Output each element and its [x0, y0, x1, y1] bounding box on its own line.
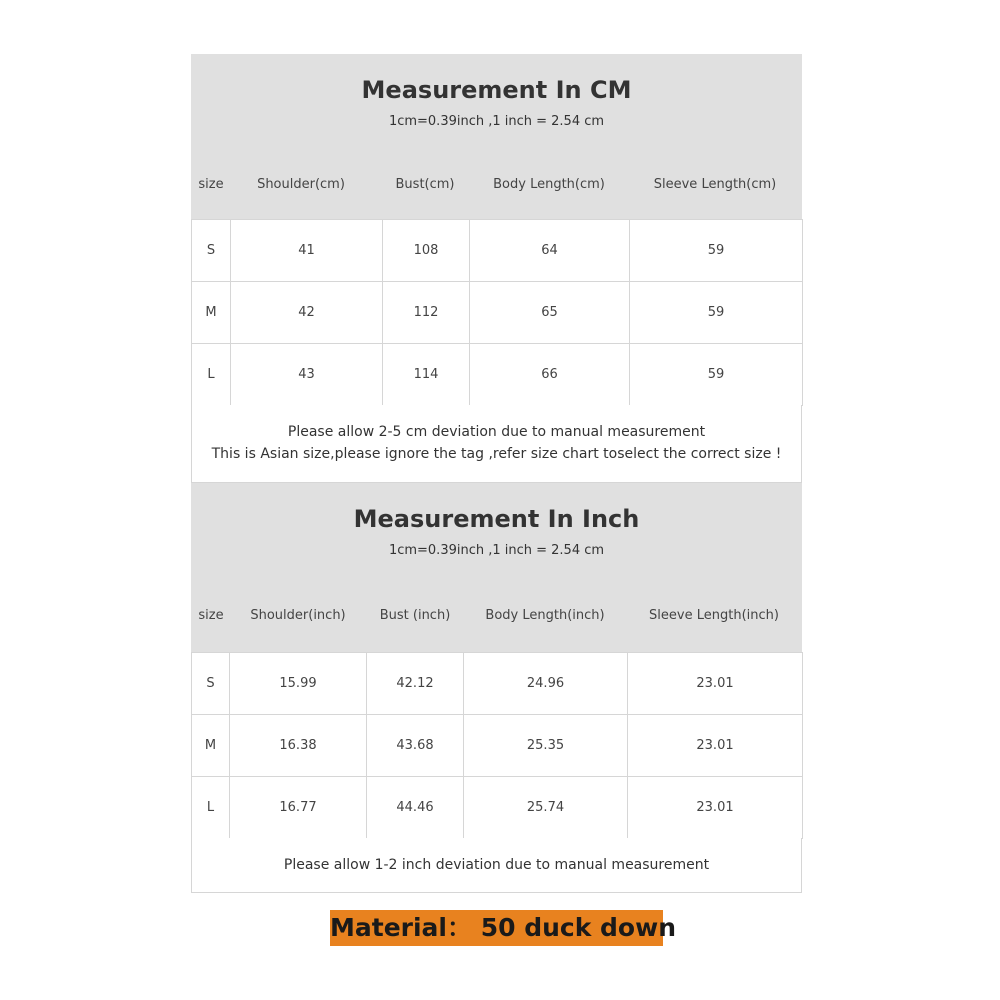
cm-header-body-length: Body Length(cm) — [493, 177, 605, 192]
inch-header-size: size — [198, 608, 224, 623]
inch-cell: 44.46 — [367, 777, 464, 839]
material-banner: Material： 50 duck down — [330, 910, 663, 946]
inch-subtitle: 1cm=0.39inch ,1 inch = 2.54 cm — [388, 543, 605, 558]
cm-title: Measurement In CM — [361, 76, 632, 104]
cm-header-size: size — [198, 177, 224, 192]
inch-cell: 16.77 — [230, 777, 367, 839]
inch-cell: M — [192, 715, 230, 777]
inch-note-deviation: Please allow 1-2 inch deviation due to manual measurement — [283, 857, 710, 873]
inch-cell: 15.99 — [230, 653, 367, 715]
inch-notes — [191, 838, 802, 893]
cm-cell: 43 — [231, 344, 383, 406]
inch-cell: L — [192, 777, 230, 839]
cm-note-asian-size: This is Asian size,please ignore the tag ,refer size chart toselect the correct size ! — [211, 446, 782, 462]
table-row — [192, 282, 803, 344]
cm-cell: 114 — [383, 344, 470, 406]
inch-cell: 23.01 — [628, 777, 803, 839]
inch-cell: 23.01 — [628, 653, 803, 715]
cm-cell: 112 — [383, 282, 470, 344]
inch-cell: S — [192, 653, 230, 715]
cm-table — [191, 219, 803, 406]
cm-cell: 108 — [383, 220, 470, 282]
cm-table-wrap — [191, 219, 802, 406]
cm-cell: 65 — [470, 282, 630, 344]
cm-cell: 42 — [231, 282, 383, 344]
cm-note-deviation: Please allow 2-5 cm deviation due to manual measurement — [287, 424, 706, 440]
cm-cell: 64 — [470, 220, 630, 282]
inch-header-body-length: Body Length(inch) — [485, 608, 605, 623]
cm-header-shoulder: Shoulder(cm) — [257, 177, 345, 192]
cm-cell: 59 — [630, 282, 803, 344]
inch-table-wrap — [191, 652, 802, 839]
inch-cell: 24.96 — [464, 653, 628, 715]
inch-cell: 16.38 — [230, 715, 367, 777]
table-row — [192, 344, 803, 406]
inch-header-bust: Bust (inch) — [379, 608, 451, 623]
cm-cell: S — [192, 220, 231, 282]
cm-notes — [191, 405, 802, 483]
cm-cell: M — [192, 282, 231, 344]
table-row — [192, 777, 803, 839]
cm-header-panel — [191, 54, 802, 219]
table-row — [192, 715, 803, 777]
inch-title: Measurement In Inch — [353, 505, 640, 533]
cm-cell: 41 — [231, 220, 383, 282]
inch-cell: 43.68 — [367, 715, 464, 777]
cm-cell: L — [192, 344, 231, 406]
inch-header-panel — [191, 483, 802, 652]
inch-cell: 42.12 — [367, 653, 464, 715]
cm-cell: 59 — [630, 344, 803, 406]
inch-cell: 23.01 — [628, 715, 803, 777]
inch-cell: 25.74 — [464, 777, 628, 839]
inch-cell: 25.35 — [464, 715, 628, 777]
cm-cell: 59 — [630, 220, 803, 282]
cm-header-sleeve-length: Sleeve Length(cm) — [653, 177, 777, 192]
cm-subtitle: 1cm=0.39inch ,1 inch = 2.54 cm — [388, 114, 605, 129]
cm-cell: 66 — [470, 344, 630, 406]
inch-table — [191, 652, 803, 839]
table-row — [192, 653, 803, 715]
inch-header-sleeve-length: Sleeve Length(inch) — [649, 608, 779, 623]
table-row — [192, 220, 803, 282]
cm-header-bust: Bust(cm) — [395, 177, 455, 192]
inch-header-shoulder: Shoulder(inch) — [250, 608, 346, 623]
